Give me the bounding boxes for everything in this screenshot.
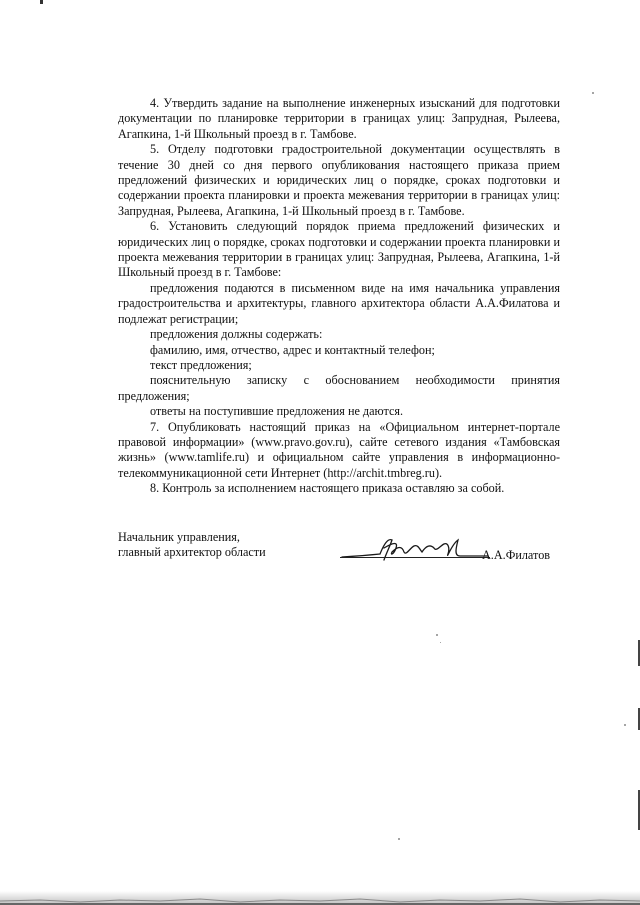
scan-speck (436, 634, 438, 636)
scan-speck (624, 724, 626, 726)
paragraph-item-6: 6. Установить следующий порядок приема предложений физических и юридических лиц о порядке, сроках подготовки и содержании проекта планировки и проекта межевания территории в границах улиц: Запрудная, Рылеева, Агапкина, 1-й Школьный проезд в г. Тамбове: (118, 219, 560, 280)
signatory-position-line1: Начальник управления, (118, 530, 240, 544)
paragraph-content-requirement: предложения должны содержать: (150, 327, 323, 342)
signature-line (340, 557, 490, 558)
signatory-position-line2: главный архитектор области (118, 545, 266, 560)
scan-edge-noise (0, 891, 640, 905)
paragraph-item-5: 5. Отделу подготовки градостроительной документации осуществлять в течение 30 дней со дня первого опубликования настоящего приказа прием предложений физических и юридических лиц о порядке, сроках подготовки и содержании проекта планировки и проекта межевания территории в границах улиц: Запрудная, Рылеева, Агапкина, 1-й Школьный проезд в г. Тамбове. (118, 142, 560, 218)
document-body (118, 96, 560, 497)
paragraph-no-replies: ответы на поступившие предложения не даются. (150, 404, 404, 419)
signature-scribble-icon (340, 534, 490, 564)
paragraph-requirement-note: пояснительную записку с обоснованием необходимости принятия предложения; (118, 373, 560, 403)
scan-speck (440, 642, 441, 643)
signature-block (118, 530, 560, 580)
paragraph-requirement-name: фамилию, имя, отчество, адрес и контактный телефон; (150, 342, 435, 357)
handwritten-signature (340, 534, 490, 564)
paragraph-item-8: 8. Контроль за исполнением настоящего приказа оставляю за собой. (150, 481, 505, 496)
signatory-name: А.А.Филатов (482, 548, 551, 562)
paragraph-submission-rule: предложения подаются в письменном виде на имя начальника управления градостроительства и архитектуры, главного архитектора области А.А.Филатова и подлежат регистрации; (118, 280, 560, 326)
scan-speck (592, 92, 594, 94)
scan-speck (398, 838, 400, 840)
scan-artifact (40, 0, 43, 4)
paragraph-requirement-text: текст предложения; (150, 357, 252, 372)
paragraph-item-4: 4. Утвердить задание на выполнение инженерных изысканий для подготовки документации по планировке территории в границах улиц: Запрудная, Рылеева, Агапкина, 1-й Школьный проезд в г. Тамбове. (118, 96, 560, 141)
paragraph-item-7: 7. Опубликовать настоящий приказ на «Официальном интернет-портале правовой информации» (www.pravo.gov.ru), сайте сетевого издания «Тамбовская жизнь» (www.tamlife.ru) и официальном сайте управления в информационно-телекоммуникационной сети Интернет (http://archit.tmbreg.ru). (118, 419, 560, 480)
